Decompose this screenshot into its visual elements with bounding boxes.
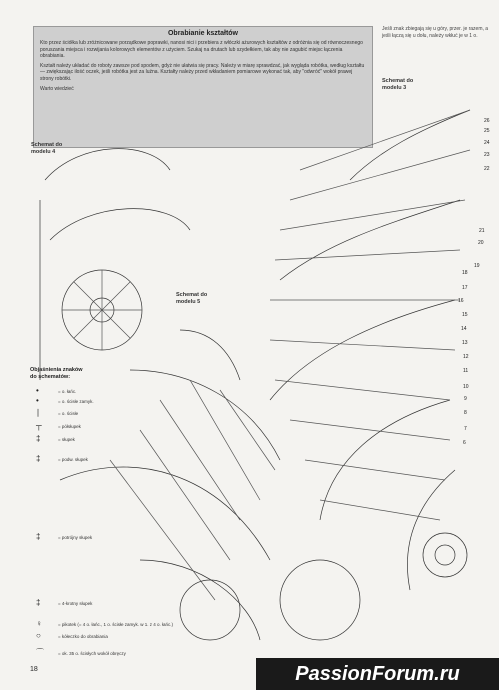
row-number: 18 xyxy=(462,270,468,276)
legend-item xyxy=(36,396,94,405)
legend-text: = o. łańc. xyxy=(58,389,77,394)
legend-item xyxy=(36,532,92,541)
row-number: 14 xyxy=(461,326,467,332)
row-number: 8 xyxy=(464,410,467,416)
legend-symbol-icon: ‡ xyxy=(36,598,41,607)
legend-text: = 4-krotny słupek xyxy=(58,601,93,606)
box-paragraph: Warto wiedzieć xyxy=(40,85,74,92)
row-number: 25 xyxy=(484,128,490,134)
row-number: 23 xyxy=(484,152,490,158)
box-paragraph: Kto przez ściółka lub zróżnicowane porządkowe poprawki, nanosi nici i przebiera z włóczki ażurowych kształtów z odróżnia się od równoczesnego poruszania miejsca i rozwijania kolorowych elementów z użyciem. Szukaj na drutach lub szydełkiem, tak aby nie zagubić miejsc łączenia obrabiania. xyxy=(40,40,363,60)
legend-text: = potrójny słupek xyxy=(58,535,93,540)
legend-text: = półsłupek xyxy=(58,424,81,429)
legend-symbol-icon: ┬ xyxy=(36,421,42,430)
legend-item xyxy=(36,421,81,430)
row-number: 16 xyxy=(458,298,464,304)
row-number: 9 xyxy=(464,396,467,402)
box-paragraph: Kształt należy układać do roboty zawsze pod spodem, gdyż nie ułatwia się pracy. Należy w miarę sprawdzać, jak wygląda robótka, według kształtu — zwiększając ilość oczek, jeśli robótka jest za luźna. Kształty należy przed wkładaniem pomiarowe wykonać tak, aby "odwróć" wokół prawej strony robótki. xyxy=(40,62,365,82)
legend-text: = pikotek (= 4 o. łańc., 1 o. ścisłe zamyk. w 1. z 4 o. łańc.) xyxy=(58,622,174,627)
schemat-3-label: Schemat do modelu 3 xyxy=(382,78,414,91)
legend-item xyxy=(36,647,126,658)
row-number: 20 xyxy=(478,240,484,246)
legend-symbol-icon: ○ xyxy=(36,631,41,640)
schemat-5-label: Schemat do modelu 5 xyxy=(176,292,208,305)
legend-item xyxy=(36,454,88,463)
watermark: PassionForum.ru xyxy=(256,658,499,690)
row-number: 7 xyxy=(464,426,467,432)
legend-symbol-icon: • xyxy=(36,396,39,405)
row-number: 21 xyxy=(479,228,485,234)
row-number: 24 xyxy=(484,140,490,146)
legend-text: = kółeczko do obrabiania xyxy=(58,634,108,639)
legend-text: = słupek xyxy=(58,437,75,442)
legend-item xyxy=(36,434,75,443)
legend-text: = o. ścisłe xyxy=(58,411,79,416)
schemat-4-label: Schemat do modelu 4 xyxy=(31,142,63,155)
legend-item xyxy=(36,408,78,417)
legend-symbol-icon: ‡ xyxy=(36,532,41,541)
box-title: Obrabianie kształtów xyxy=(167,30,239,37)
legend-item xyxy=(36,631,108,640)
legend-item xyxy=(36,619,173,628)
row-number: 6 xyxy=(463,440,466,446)
legend-text: = ok. 35 o. ścisłych wokół obręczy xyxy=(58,651,126,656)
page-number: 18 xyxy=(30,666,38,673)
legend-item xyxy=(36,386,76,395)
legend-text: = o. ścisłe zamyk. xyxy=(58,399,94,404)
row-number: 17 xyxy=(462,285,468,291)
legend-symbol-icon: ∣ xyxy=(36,408,40,417)
legend-item xyxy=(36,598,92,607)
row-number: 22 xyxy=(484,166,490,172)
legend-symbol-icon: ⌒ xyxy=(36,648,44,657)
row-number: 15 xyxy=(462,312,468,318)
legend-title: Objaśnienia znaków do schematów: xyxy=(30,367,83,380)
row-number: 26 xyxy=(484,118,490,124)
row-number: 10 xyxy=(463,384,469,390)
row-number: 12 xyxy=(463,354,469,360)
legend-symbol-icon: ‡ xyxy=(36,434,41,443)
row-number: 13 xyxy=(462,340,468,346)
legend-text: = podw. słupek xyxy=(58,457,88,462)
row-number: 19 xyxy=(474,263,480,269)
side-note: Jeśli znak zbiegają się u góry, przer. je razem, a jeśli łączą się u dołu, należy wkłuć je w 1 o. xyxy=(382,26,489,39)
legend-symbol-icon: ‡ xyxy=(36,454,41,463)
legend-symbol-icon: ♀ xyxy=(36,619,42,628)
legend-symbol-icon: • xyxy=(36,386,39,395)
row-number: 11 xyxy=(463,368,469,374)
